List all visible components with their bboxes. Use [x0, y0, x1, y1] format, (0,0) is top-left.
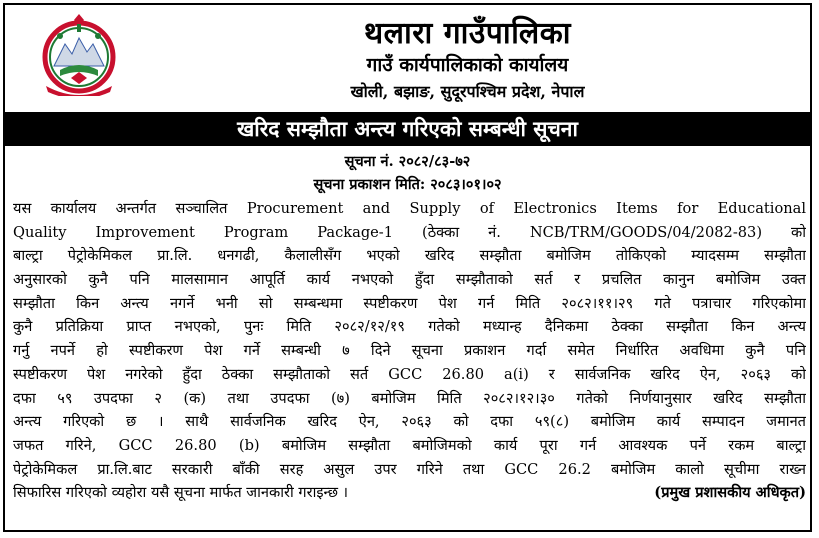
body-line: सिफारिस गरिएको व्यहोरा यसै सूचना मार्फत जानकारी गराइन्छ ।: [13, 484, 349, 502]
organization-name: थलारा गाउँपालिका: [363, 16, 572, 51]
body-line: यस कार्यालय अन्तर्गत सञ्चालित Procurement and Supply of Electronics Items for Educational: [13, 200, 806, 217]
body-line: गर्नु नपर्ने हो स्पष्टीकरण पेश गर्ने सम्बन्धी ७ दिने सूचना प्रकाशन गर्दा समेत निर्धारित अवधिमा कुनै पनि: [13, 342, 806, 360]
body-line: अनुसारको कुनै पनि मालसामान आपूर्ति कार्य नभएको हुँदा सम्झौताको सर्त र प्रचलित कानुन बमोजिम उक्त: [13, 271, 806, 289]
body-line: Quality Improvement Program Package-1 (ठेक्का नं. NCB/TRM/GOODS/04/2082-83) को: [13, 223, 806, 241]
notice-number: सूचना नं. २०८२/८३-७२: [344, 153, 471, 170]
notice-body: [13, 197, 806, 505]
office-address: खोली, बझाङ, सुदूरपश्चिम प्रदेश, नेपाल: [350, 82, 585, 101]
body-last-line: [13, 481, 806, 505]
body-line: सम्झौता किन अन्त्य नगर्ने भनी सो सम्बन्धमा स्पष्टीकरण पेश गर्न मिति २०८२।११।२९ गते पत्राचार गरिएकोमा: [13, 294, 806, 312]
body-line: जफत गरिने, GCC 26.80 (b) बमोजिम सम्झौता बमोजिमको कार्य पूरा गर्न आवश्यक पर्ने रकम बाल्ट्रा: [13, 436, 806, 454]
notice-panel: [3, 3, 812, 532]
body-line: स्पष्टीकरण पेश नगरेको हुँदा ठेक्का सम्झौताको सर्त GCC 26.80 a(i) र सार्वजनिक खरिद ऐन, २०६३ को: [13, 365, 806, 383]
body-line: दफा ५९ उपदफा २ (क) तथा उपदफा (७) बमोजिम मिति २०८२।१२।३० गतेको निर्णयानुसार खरिद सम्झौता: [13, 389, 806, 407]
signatory-title: (प्रमुख प्रशासकीय अधिकृत): [654, 484, 806, 502]
body-line: कुनै प्रतिक्रिया प्राप्त नभएको, पुनः मिति २०८२/१२/१९ गतेको मध्यान्ह दैनिकमा ठेक्का सम्झौता किन अन्त्य: [13, 318, 806, 336]
body-line: पेट्रोकेमिकल प्रा.लि.बाट सरकारी बाँकी सरह असुल उपर गरिने तथा GCC 26.2 बमोजिम कालो सूचीमा राख्न: [13, 460, 806, 478]
publish-date: सूचना प्रकाशन मिति: २०८३।०१।०२: [313, 176, 502, 193]
body-line: अन्त्य गरिएको छ । साथै सार्वजनिक खरिद ऐन, २०६३ को दफा ५९(८) बमोजिम कार्य सम्पादन जमानत: [13, 413, 806, 431]
body-line: बाल्ट्रा पेट्रोकेमिकल प्रा.लि. धनगढी, कैलालीसँग भएको खरिद सम्झौता बमोजिम तोकिएको म्यादसम्म सम्झौता: [13, 247, 806, 265]
office-name: गाउँ कार्यपालिकाको कार्यालय: [366, 54, 569, 76]
notice-title: खरिद सम्झौता अन्त्य गरिएको सम्बन्धी सूचना: [5, 112, 810, 146]
nepal-government-emblem-icon: [40, 14, 118, 96]
